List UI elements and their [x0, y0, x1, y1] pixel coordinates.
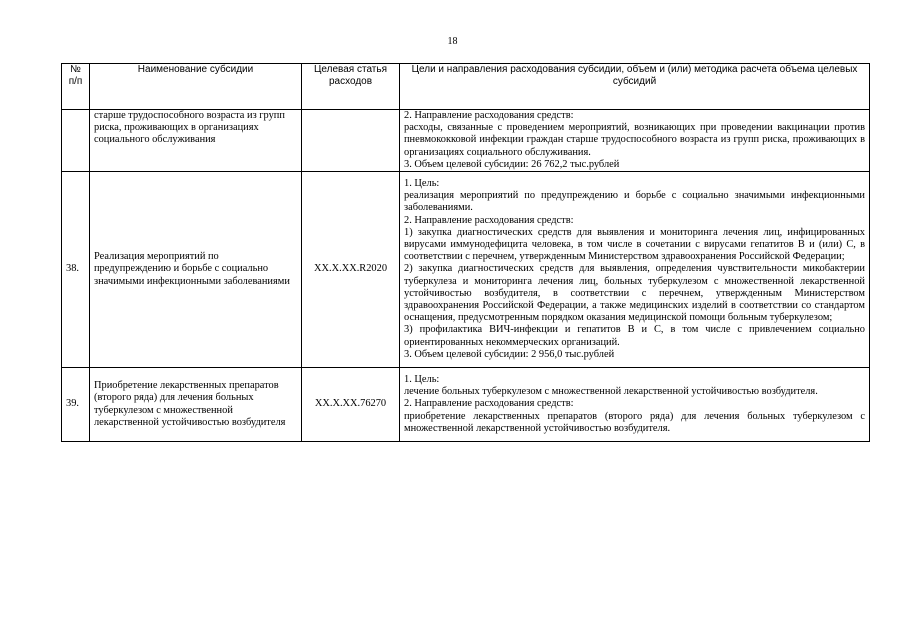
row-goal	[400, 368, 870, 442]
goal-line: 2. Направление расходования средств:	[404, 398, 574, 410]
table-row	[62, 172, 870, 368]
page-number: 18	[447, 36, 458, 47]
goal-line: 3. Объем целевой субсидии: 26 762,2 тыс.рублей	[404, 158, 620, 170]
header-name: Наименование субсидии	[90, 64, 302, 110]
goal-line: расходы, связанные с проведением мероприятий, возникающих при проведении вакцинации против пневмококковой инфекции граждан старше трудоспособного возраста из групп риска, проживающих в организациях социального обслуживания.	[404, 122, 865, 158]
row-goal	[400, 110, 870, 172]
table-row	[62, 110, 870, 172]
goal-line: 2) закупка диагностических средств для выявления, определения чувствительности микобактерии туберкулеза и мониторинга лечения лиц, больных туберкулезом с множественной лекарственной устойчивостью возбудителя, в соответствии с перечнем, утвержденным Министерством здравоохранения Российской Федерации, а также медицинских изделий в соответствии со стандартом оснащения, предусмотренным порядком оказания медицинской помощи больным туберкулезом;	[404, 263, 865, 324]
row-num: 39.	[62, 368, 90, 442]
row-num	[62, 110, 90, 172]
table-row	[62, 368, 870, 442]
row-name: старше трудоспособного возраста из групп риска, проживающих в организациях социального обслуживания	[90, 110, 302, 172]
row-code: XX.X.XX.76270	[302, 368, 400, 442]
goal-line: 2. Направление расходования средств:	[404, 214, 574, 226]
subsidy-table	[61, 63, 870, 442]
row-num: 38.	[62, 172, 90, 368]
goal-line: 3) профилактика ВИЧ-инфекции и гепатитов B и C, в том числе с привлечением социально ориентированных некоммерческих организаций.	[404, 324, 865, 348]
table-header-row	[62, 64, 870, 110]
header-num: № п/п	[62, 64, 90, 110]
header-code: Целевая статья расходов	[302, 64, 400, 110]
row-goal	[400, 172, 870, 368]
row-code: XX.X.XX.R2020	[302, 172, 400, 368]
goal-line: приобретение лекарственных препаратов (второго ряда) для лечения больных туберкулезом с множественной лекарственной устойчивостью возбудителя.	[404, 410, 865, 434]
row-name: Приобретение лекарственных препаратов (второго ряда) для лечения больных туберкулезом с множественной лекарственной устойчивостью возбудителя	[90, 368, 302, 442]
goal-line: 1) закупка диагностических средств для выявления и мониторинга лечения лиц, инфицированных вирусами иммунодефицита человека, в том числе в сочетании с вирусами гепатитов B и (или) C, в соответствии с перечнем, утвержденным Министерством здравоохранения Российской Федерации;	[404, 226, 865, 263]
header-goal: Цели и направления расходования субсидии, объем и (или) методика расчета объема целевых субсидий	[400, 64, 870, 110]
row-name: Реализация мероприятий по предупреждению и борьбе с социально значимыми инфекционными заболеваниями	[90, 172, 302, 368]
goal-line: 2. Направление расходования средств:	[404, 110, 574, 121]
row-code	[302, 110, 400, 172]
goal-line: 1. Цель:	[404, 178, 440, 190]
goal-line: 1. Цель:	[404, 374, 440, 386]
goal-line: 3. Объем целевой субсидии: 2 956,0 тыс.рублей	[404, 348, 615, 360]
goal-line: реализация мероприятий по предупреждению и борьбе с социально значимыми инфекционными заболеваниями.	[404, 190, 865, 214]
goal-line: лечение больных туберкулезом с множественной лекарственной устойчивостью возбудителя.	[404, 386, 818, 398]
